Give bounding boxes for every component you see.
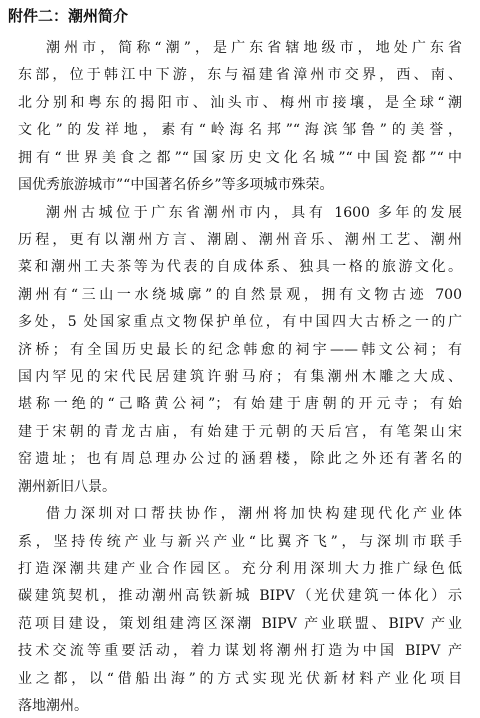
text-line: 文化”的发祥地，素有“岭海名邦”“海滨邹鲁”的美誉， (18, 122, 462, 139)
text-line: 业之都，以“借船出海”的方式实现光伏新材料产业化项目 (18, 670, 462, 687)
text-line: 潮州市，简称“潮”，是广东省辖地级市，地处广东省 (46, 40, 462, 56)
text-line: 建于宋朝的青龙古庙，有始建于元朝的天后宫，有笔架山宋 (18, 423, 462, 440)
text-line: 落地潮州。 (18, 698, 88, 714)
text-line: 技术交流等重要活动，着力谋划将潮州打造为中国 BIPV 产 (18, 643, 462, 660)
text-line: 东部，位于韩江中下游，东与福建省漳州市交界，西、南、 (18, 67, 462, 84)
text-line: 历程，更有以潮州方言、潮剧、潮州音乐、潮州工艺、潮州 (18, 231, 462, 248)
text-line: 系，坚持传统产业与新兴产业“比翼齐飞”，与深圳市联手 (18, 533, 462, 550)
text-line: 窑遗址；也有周总理办公过的涵碧楼，除此之外还有著名的 (18, 451, 462, 468)
text-line: 借力深圳对口帮扶协作，潮州将加快构建现代化产业体 (46, 506, 462, 523)
text-line: 北分别和粤东的揭阳市、汕头市、梅州市接壤，是全球“潮 (18, 94, 462, 111)
text-line: 潮州新旧八景。 (18, 478, 116, 495)
text-line: 打造深潮共建产业合作园区。充分利用深圳大力推广绿色低 (18, 560, 462, 577)
text-line: 国内罕见的宋代民居建筑许驸马府；有集潮州木雕之大成、 (18, 369, 462, 385)
text-line: 拥有“世界美食之都”“国家历史文化名城”“中国瓷都”“中 (18, 149, 462, 166)
text-line: 范项目建设，策划组建湾区深潮 BIPV 产业联盟、BIPV 产业 (18, 615, 462, 632)
text-line: 菜和潮州工夫茶等为代表的自成体系、独具一格的旅游文化。 (18, 259, 462, 276)
text-line: 济桥；有全国历史最长的纪念韩愈的祠宇——韩文公祠；有 (18, 341, 462, 358)
text-line: 堪称一绝的“己略黄公祠”；有始建于唐朝的开元寺；有始 (18, 396, 462, 413)
text-line: 国优秀旅游城市”“中国著名侨乡”等多项城市殊荣。 (18, 177, 334, 194)
text-line: 潮州古城位于广东省潮州市内，具有 1600 多年的发展 (46, 204, 462, 221)
document-heading: 附件二：潮州简介 (8, 7, 129, 25)
text-line: 碳建筑契机，推动潮州高铁新城 BIPV（光伏建筑一体化）示 (18, 588, 462, 605)
text-line: 潮州有“三山一水绕城廓”的自然景观，拥有文物古迹 700 (18, 286, 462, 303)
text-line: 多处，5 处国家重点文物保护单位，有中国四大古桥之一的广 (18, 314, 462, 331)
